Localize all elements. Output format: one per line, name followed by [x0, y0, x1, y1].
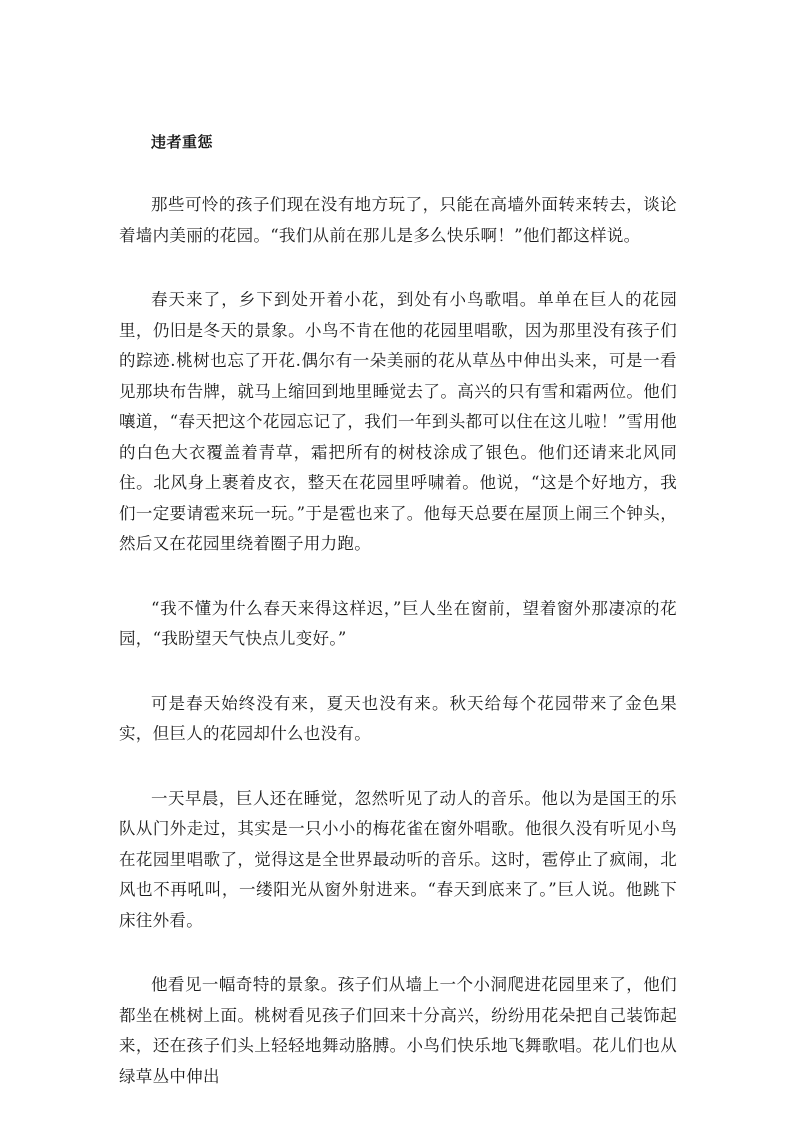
paragraph-3: “我不懂为什么春天来得这样迟，”巨人坐在窗前，望着窗外那凄凉的花园，“我盼望天气快点儿变好。” [119, 598, 677, 648]
paragraph-5: 一天早晨，巨人还在睡觉，忽然听见了动人的音乐。他以为是国王的乐队从门外走过，其实是一只小小的梅花雀在窗外唱歌。他很久没有听见小鸟在花园里唱歌了，觉得这是全世界最动听的音乐。这时，雹停止了疯闹，北风也不再吼叫，一缕阳光从窗外射进来。“春天到底来了。”巨人说。他跳下床往外看。 [119, 788, 677, 930]
paragraph-6: 他看见一幅奇特的景象。孩子们从墙上一个小洞爬进花园里来了，他们都坐在桃树上面。桃树看见孩子们回来十分高兴，纷纷用花朵把自己装饰起来，还在孩子们头上轻轻地舞动胳膊。小鸟们快乐地飞舞歌唱。花儿们也从绿草丛中伸出 [119, 975, 677, 1086]
paragraph-4: 可是春天始终没有来，夏天也没有来。秋天给每个花园带来了金色果实，但巨人的花园却什么也没有。 [119, 693, 677, 743]
section-title: 违者重惩 [151, 133, 214, 151]
paragraph-2: 春天来了，乡下到处开着小花，到处有小鸟歌唱。单单在巨人的花园里，仍旧是冬天的景象。小鸟不肯在他的花园里唱歌，因为那里没有孩子们的踪迹.桃树也忘了开花.偶尔有一朵美丽的花从草丛中伸出头来，可是一看见那块布告牌，就马上缩回到地里睡觉去了。高兴的只有雪和霜两位。他们嚷道，“春天把这个花园忘记了，我们一年到头都可以住在这儿啦！”雪用他的白色大衣覆盖着青草，霜把所有的树枝涂成了银色。他们还请来北风同住。北风身上裹着皮衣，整天在花园里呼啸着。他说，“这是个好地方，我们一定要请雹来玩一玩。”于是雹也来了。他每天总要在屋顶上闹三个钟头，然后又在花园里绕着圈子用力跑。 [119, 290, 677, 553]
paragraph-1: 那些可怜的孩子们现在没有地方玩了，只能在高墙外面转来转去，谈论着墙内美丽的花园。“我们从前在那儿是多么快乐啊！”他们都这样说。 [119, 195, 677, 245]
document-body [119, 128, 677, 1092]
